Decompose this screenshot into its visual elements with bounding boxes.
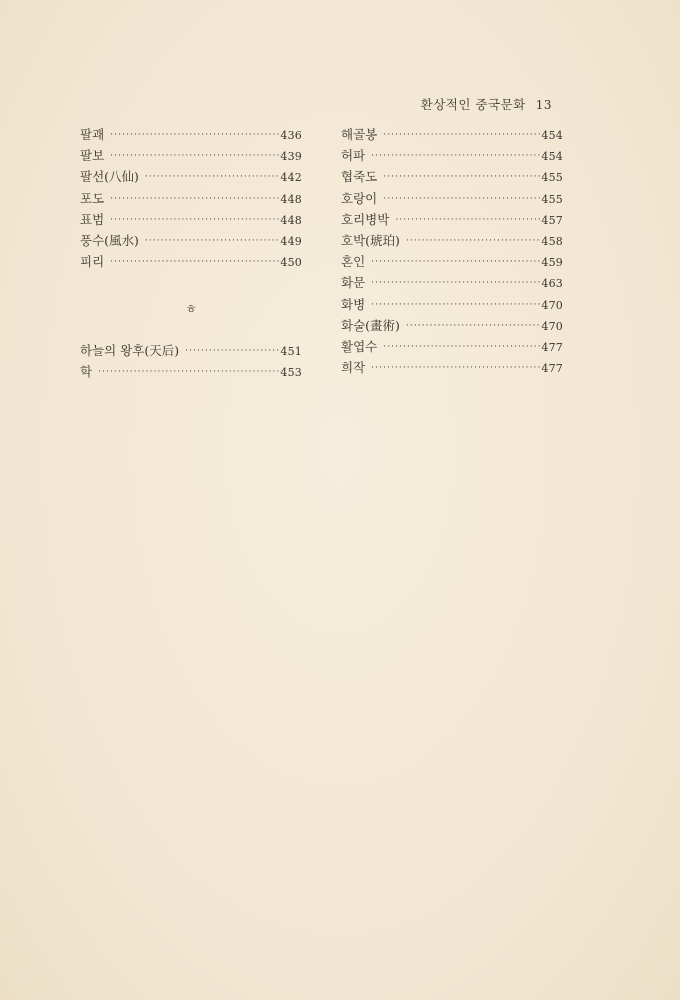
index-term: 팔선(八仙) xyxy=(80,169,139,185)
index-term: 혼인 xyxy=(341,254,366,270)
index-column-left xyxy=(80,125,302,380)
running-header xyxy=(421,95,552,113)
index-entry xyxy=(80,341,302,362)
index-page-number: 457 xyxy=(541,213,563,227)
index-page-number: 454 xyxy=(541,150,563,164)
index-term: 허파 xyxy=(341,148,366,164)
index-term: 학 xyxy=(80,364,93,380)
index-term: 표범 xyxy=(80,211,105,227)
index-term: 호랑이 xyxy=(341,190,378,206)
index-entry xyxy=(80,146,302,167)
dot-leader xyxy=(110,130,279,140)
dot-leader xyxy=(110,194,279,204)
index-page-number: 470 xyxy=(541,298,563,312)
index-page-number: 459 xyxy=(541,256,563,270)
index-term: 호박(琥珀) xyxy=(341,232,400,248)
index-entry xyxy=(341,273,563,294)
index-entry xyxy=(80,189,302,210)
index-entry xyxy=(341,189,563,210)
index-page-number: 448 xyxy=(280,192,302,206)
dot-leader xyxy=(406,236,540,246)
index-entry xyxy=(341,358,563,379)
index-entry xyxy=(341,252,563,273)
index-entry xyxy=(80,231,302,252)
index-term: 호리병박 xyxy=(341,211,390,227)
index-term: 희작 xyxy=(341,360,366,376)
dot-leader xyxy=(371,257,540,267)
index-entries-left xyxy=(80,125,302,273)
index-term: 화병 xyxy=(341,296,366,312)
index-entry xyxy=(341,295,563,316)
dot-leader xyxy=(145,172,279,182)
index-term: 팔괘 xyxy=(80,127,105,142)
index-entry xyxy=(341,337,563,358)
index-page-number: 436 xyxy=(280,129,302,142)
index-page-number: 439 xyxy=(280,150,302,164)
index-term: 하늘의 왕후(天后) xyxy=(80,343,180,358)
dot-leader xyxy=(185,346,279,356)
index-entry xyxy=(341,231,563,252)
index-page-number: 450 xyxy=(280,256,302,270)
running-header-title: 환상적인 중국문화 xyxy=(420,97,526,112)
index-page-number: 477 xyxy=(541,340,563,354)
dot-leader xyxy=(383,194,540,204)
dot-leader xyxy=(371,363,540,373)
dot-leader xyxy=(371,151,540,161)
dot-leader xyxy=(371,300,540,310)
page-number: 13 xyxy=(535,98,552,112)
index-page-number: 458 xyxy=(541,234,563,248)
dot-leader xyxy=(383,172,540,182)
index-term: 협죽도 xyxy=(341,169,378,185)
index-term: 팔보 xyxy=(80,148,105,164)
index-page-number: 453 xyxy=(280,366,302,380)
dot-leader xyxy=(406,321,540,331)
section-heading: ㅎ xyxy=(185,302,197,316)
index-term: 화술(畫術) xyxy=(341,317,400,333)
index-page-number: 477 xyxy=(541,362,563,376)
dot-leader xyxy=(383,130,540,140)
dot-leader xyxy=(383,342,540,352)
dot-leader xyxy=(98,367,279,377)
index-term: 활엽수 xyxy=(341,338,378,354)
index-entry xyxy=(341,167,563,188)
index-term: 해골봉 xyxy=(341,127,378,142)
index-entry xyxy=(80,167,302,188)
dot-leader xyxy=(371,278,540,288)
index-entry xyxy=(341,316,563,337)
index-page-number: 463 xyxy=(541,277,563,291)
index-entry xyxy=(341,146,563,167)
index-entry xyxy=(80,362,302,383)
dot-leader xyxy=(395,215,540,225)
index-column-right xyxy=(341,125,563,379)
dot-leader xyxy=(110,151,279,161)
index-page-number: 451 xyxy=(280,345,302,358)
index-entry xyxy=(341,210,563,231)
index-page-number: 449 xyxy=(280,234,302,248)
dot-leader xyxy=(110,215,279,225)
index-term: 피리 xyxy=(80,254,105,270)
index-entries-section xyxy=(80,341,302,383)
index-term: 풍수(風水) xyxy=(80,232,139,248)
index-entry xyxy=(80,252,302,273)
index-page-number: 455 xyxy=(541,192,563,206)
dot-leader xyxy=(110,257,279,267)
index-page-number: 470 xyxy=(541,319,563,333)
index-page-number: 448 xyxy=(280,213,302,227)
index-page-number: 455 xyxy=(541,171,563,185)
index-page-number: 442 xyxy=(280,171,302,185)
index-term: 포도 xyxy=(80,190,105,206)
index-entry xyxy=(341,125,563,146)
index-entry xyxy=(80,125,302,146)
index-entry xyxy=(80,210,302,231)
index-term: 화문 xyxy=(341,275,366,291)
index-page-number: 454 xyxy=(541,129,563,142)
index-entries-right xyxy=(341,125,563,379)
dot-leader xyxy=(145,236,279,246)
